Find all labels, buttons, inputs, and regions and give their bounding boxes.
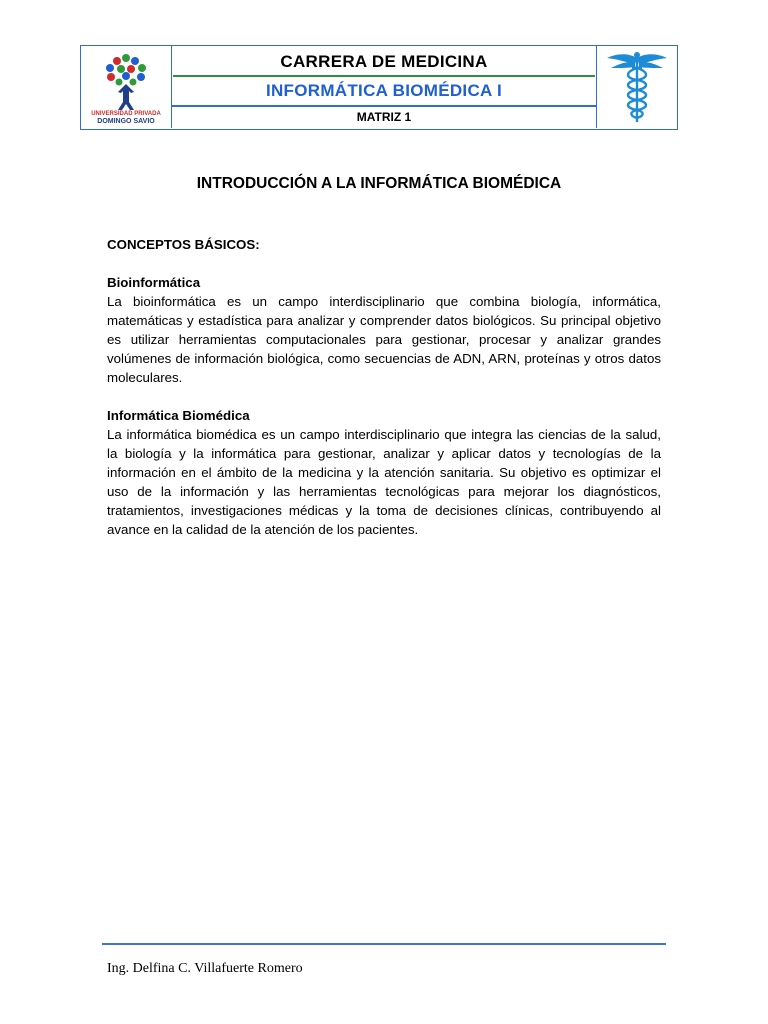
caduceus-icon <box>597 46 677 128</box>
biomedical-informatics-heading: Informática Biomédica <box>107 408 250 423</box>
university-logo <box>81 46 171 128</box>
caduceus-cell <box>596 46 677 128</box>
section-label: CONCEPTOS BÁSICOS: <box>107 237 260 252</box>
document-title: INTRODUCCIÓN A LA INFORMÁTICA BIOMÉDICA <box>196 175 562 192</box>
biomedical-informatics-paragraph: La informática biomédica es un campo interdisciplinario que integra las ciencias de la salud, la biología y la informática para gestionar, analizar y aplicar datos y tecnologías de la información en el ámbito de la medicina y la atención sanitaria. Su objetivo es optimizar el uso de la información y las herramientas tecnológicas para mejorar los diagnósticos, tratamientos, investigaciones médicas y la toma de decisiones clínicas, contribuyendo al avance en la calidad de la atención de los pacientes. <box>107 427 661 537</box>
career-title: CARRERA DE MEDICINA <box>280 52 488 71</box>
bioinformatics-paragraph: La bioinformática es un campo interdisciplinario que combina biología, informática, matemáticas y estadística para analizar y comprender datos biológicos. Su principal objetivo es utilizar herramientas computacionales para gestionar, procesar y analizar grandes volúmenes de información biológica, como secuencias de ADN, ARN, proteínas y otros datos moleculares. <box>107 294 661 385</box>
logo-cell <box>81 46 172 128</box>
svg-text:DOMINGO SAVIO: DOMINGO SAVIO <box>97 118 155 125</box>
svg-text:UNIVERSIDAD PRIVADA: UNIVERSIDAD PRIVADA <box>91 111 161 117</box>
footer-divider <box>102 943 666 945</box>
document-body <box>107 235 661 539</box>
bioinformatics-heading: Bioinformática <box>107 275 201 290</box>
header-title-cell <box>171 46 597 128</box>
footer-author: Ing. Delfina C. Villafuerte Romero <box>107 961 303 976</box>
matrix-label: MATRIZ 1 <box>356 110 412 124</box>
subject-title: INFORMÁTICA BIOMÉDICA I <box>265 81 503 100</box>
document-header <box>80 45 678 130</box>
